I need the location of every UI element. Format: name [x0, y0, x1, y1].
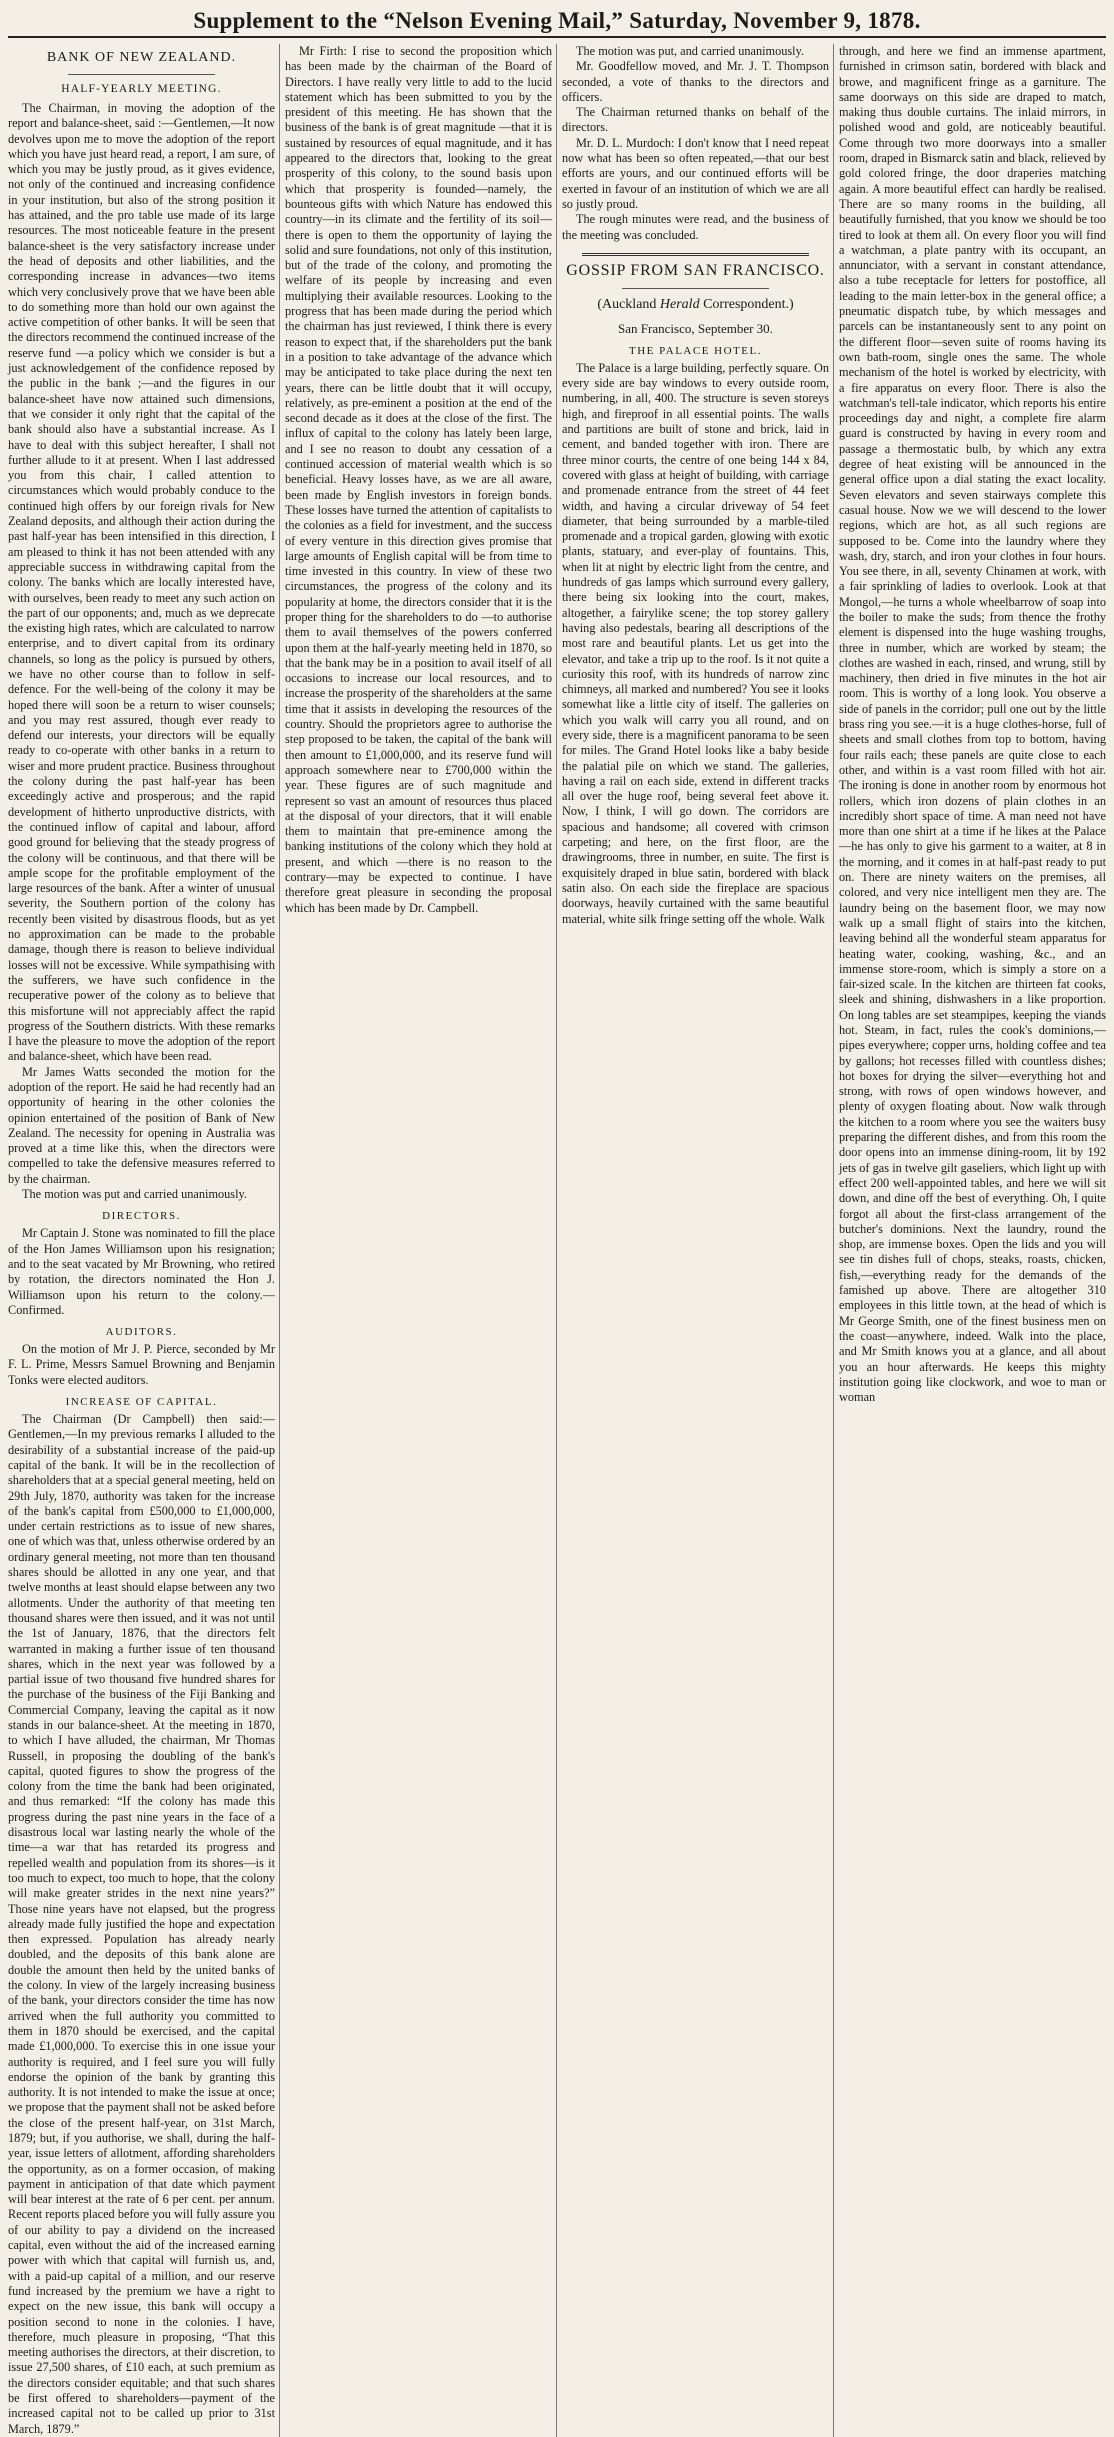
title-rule	[68, 74, 215, 75]
watts-seconding: Mr James Watts seconded the motion for the adoption of the report. He said he had recently had an opportunity of hearing in the other colonies the opinion entertained of the position of Bank of New Zealand. The necessity for opening in Australia was proved at a time like this, when the directors were compelled to take the defensive measures referred to by the chairman.	[8, 1064, 275, 1186]
gossip-title-rule	[622, 288, 769, 289]
masthead: Supplement to the “Nelson Evening Mail,” Saturday, November 9, 1878.	[8, 6, 1106, 38]
directors-heading: DIRECTORS.	[102, 1210, 181, 1223]
chairman-speech: The Chairman, in moving the adoption of the report and balance-sheet, said :—Gentlemen,—It now devolves upon me to move the adoption of the report which you have just heard read, a report, I am sure, of which you may be justly proud, as it gives evidence, not only of the continued and increasing confidence in your institution, but also of the strong position it has attained, and the pro table use made of its large resources. The most noticeable feature in the present balance-sheet is the very satisfactory increase under the head of deposits and other liabilities, and the corresponding increase in advances—two items which very conclusively prove that we have been able to do something more than hold our own against the active competition of other banks. It will be seen that the directors recommend the continued increase of the reserve fund —a policy which we consider is but a just acknowledgement of the confidence reposed by the public in the bank ;—and the figures in our balance-sheet have now attained such dimensions, that we consider it only right that the capital of the bank should also have a substantial increase. As I have to deal with this subject hereafter, I shall not further allude to it at present. When I last addressed you from this chair, I called attention to circumstances which would probably conduce to the continued high offers by our foreign rivals for New Zealand deposits, and although their action during the past half-year has been intensified in this direction, I am pleased to think it has not been attended with any appreciable success in withdrawing capital from the colony. The banks which are locally interested have, with ourselves, been ready to meet any such action on the part of our opponents; and, much as we deprecate the existing high rates, which are calculated to narrow enterprise, and to divert capital from its ordinary channels, so long as the policy is pursued by others, we have no other course than to follow in self-defence. For the well-being of the colony it may be hoped there will soon be a return to wiser counsels; and you may rest assured, though ever ready to defend our interests, your directors will be equally ready to co-operate with other banks in a return to wiser and more prudent practice. Business throughout the colony during the past half-year has been exceedingly active and prosperous; and the rapid development of hitherto unproductive districts, with the continued inflow of capital and labour, afford good ground for believing that the steady progress of the colony will be continuous, and that there will be ample scope for the profitable employment of the large resources of the bank. After a winter of unusual severity, the Southern portion of the colony has recently been visited by disastrous floods, but as yet no approximation can be made to the probable damage, though there is reason to believe individual losses will not be excessive. While sympathising with the sufferers, we have such confidence in the recuperative power of the colony as to believe that this misfortune will not appreciably affect the rapid progress of the Southern districts. With these remarks I have the pleasure to move the adoption of the report and balance-sheet, which have been read.	[8, 101, 275, 1064]
credit-paper-name: Herald	[659, 296, 700, 312]
column-1	[8, 44, 275, 2437]
bank-article-title: BANK OF NEW ZEALAND.	[46, 50, 237, 65]
auditors-heading: AUDITORS.	[105, 1326, 178, 1339]
bank-article-subtitle: HALF-YEARLY MEETING.	[61, 83, 222, 95]
capital-paragraph-start: The Chairman (Dr Campbell) then said:—Gentlemen,—In my previous remarks I alluded to the desirability of a substantial increase of the paid-up capital of the bank. It will be in the recollection of shareholders that at a special general meeting, held on 29th July, 1870, authority was taken for the increase of the bank's capital from £500,000 to £1,000,000, under certain restrictions as to issue of new shares, one of which was that, unless otherwise ordered by an ordinary general meeting, not more than ten thousand shares should be allotted in any one year, and that twelve months at least should elapse between any two allotments. Under the authority of that meeting ten thousand shares were then issued, and it was not until the 1st of January, 1876, that the directors felt warranted in making a further issue of ten thousand shares, which in the next year was followed by a partial issue of two thousand five hundred shares for the purchase of the business of the Fiji Banking and Commercial Company, leaving the capital as it now stands in our balance-sheet. At the meeting in 1870, to which I have alluded, the chairman, Mr Thomas Russell, in proposing the doubling of the bank's capital, quoted figures to show the progress of the colony from the time the bank had been originated, and thus remarked: “If the colony has made this progress during the past nine years in the face of a disastrous local war lasting nearly the whole of the time—a war that has retarded its progress and repelled wealth and population from its shores—is it too much to expect, too much to hope, that the colony will make greater strides in the next nine years?” Those nine years have not elapsed, but the progress already made fully justified the hope and expectation then expressed. Population has already nearly doubled, and the deposits of this bank alone are double the amount then held by the united banks of the colony. In view of the largely increasing business of the bank, your directors consider the time has now arrived when the full authority you committed to them in 1870 should be exercised, and the capital made £1,000,000. To exercise this in one issue your authority is required, and I feel sure you will fully endorse the opinion of the bank by granting this authority. It is not intended to make the issue at once; we propose that the payment shall not be asked before the close of the present half-year, on 31st March, 1879; but, if you authorise, we shall, during the half-year, issue letters of allotment, affording shareholders the opportunity, as on a former occasion, of making payment in anticipation of that date which payment will bear interest at the rate of 6 per cent. per annum. Recent reports placed before you will fully assure you of our ability to pay a dividend on the increased capital, even without the aid of the increased earning power with which that capital will furnish us, and, with a paid-up capital of a million, and our reserve fund increased by the premium we have a right to expect on the new issue, this bank will occupy a position second to none in the colonies. I have, therefore, much pleasure in proposing, “That this meeting authorises the directors, at their discretion, to issue 27,500 shares, of £10 each, at such premium as the directors consider equitable; and that such shares be first offered to shareholders—payment of the increased capital not to be called up prior to 31st March, 1879.”	[8, 1412, 275, 2436]
palace-hotel-heading: THE PALACE HOTEL.	[629, 344, 762, 357]
gossip-dateline: San Francisco, September 30.	[618, 320, 773, 336]
column-4	[839, 44, 1106, 2437]
credit-prefix: (Auckland	[597, 296, 660, 312]
column-3	[562, 44, 829, 2437]
minutes-read: The rough minutes were read, and the business of the meeting was concluded.	[562, 212, 829, 242]
credit-suffix: Correspondent.)	[699, 296, 794, 312]
vote-of-thanks: Mr. Goodfellow moved, and Mr. J. T. Thompson seconded, a vote of thanks to the directors and officers.	[562, 59, 829, 104]
chairman-thanks: The Chairman returned thanks on behalf of the directors.	[562, 105, 829, 135]
palace-hotel-body: The Palace is a large building, perfectly square. On every side are bay windows to every outside room, numbering, in all, 400. The structure is seven storeys high, and fireproof in all essential points. The walls and partitions are built of stone and brick, laid in cement, and banded together with iron. There are three minor courts, the centre of one being 144 x 84, covered with glass at height of building, with carriage and promenade entrance from the street of 44 feet width, and having a circular driveway of 54 feet diameter, that being surrounded by a marble-tiled promenade and a tropical garden, glowing with exotic plants, statuary, and ever-play of fountains. This, when lit at night by electric light from the centre, and hundreds of gas lamps which surround every gallery, there being six looking into the court, makes, altogether, a fairylike scene; the top storey gallery having also pedestals, bearing all descriptions of the most rare and beautiful plants. Let us get into the elevator, and take a trip up to the roof. Is it not quite a curiosity this roof, with its hundreds of narrow zinc chimneys, all marked and numbered? You see it looks somewhat like a little city of itself. The galleries on which you walk will carry you all round, and on every side, there is a magnificent panorama to be seen for miles. The Grand Hotel looks like a baby beside the palatial pile on which we stand. The galleries, having a rail on each side, extend in different tracks all over the huge roof, being several feet above it. Now, I think, I will go down. The corridors are spacious and handsome; all covered with crimson carpeting; and here, on the first floor, are the drawingrooms, three in number, en suite. The first is exquisitely draped in blue satin, bordered with black satin also. On each side the fireplace are spacious doorways, heavily curtained with the same beautiful material, white silk fringe setting off the whole. Walk	[562, 360, 829, 926]
capital-heading: INCREASE OF CAPITAL.	[65, 1396, 218, 1409]
gossip-credit	[562, 297, 829, 313]
murdoch-remarks: Mr. D. L. Murdoch: I don't know that I need repeat now what has been so often repeated,—that our best efforts are yours, and our continued efforts will be exerted in favour of an institution of which we are all so justly proud.	[562, 135, 829, 211]
article-separator	[582, 253, 809, 256]
motion-carried-2: The motion was put, and carried unanimously.	[576, 44, 805, 58]
gossip-title: GOSSIP FROM SAN FRANCISCO.	[566, 261, 825, 279]
article-columns	[8, 44, 1106, 2436]
firth-seconding: Mr Firth: I rise to second the proposition which has been made by the chairman of the Board of Directors. I have really very little to add to the lucid statement which has been submitted to you by the president of this meeting. He has shown that the business of the bank is of great magnitude —that it is sustained by resources of equal magnitude, and it has appeared to the directors that, looking to the great prosperity of this colony, to the sound basis upon which that prosperity is founded—namely, the bounteous gifts with which Nature has endowed this country—in its climate and the fertility of its soil—there is open to them the opportunity of laying the solid and sure foundations, not only of this institution, but of the trade of the colony, and promoting the welfare of its people by increasing and even multiplying their available resources. Looking to the progress that has been made during the period which the chairman has just reviewed, I think there is every reason to expect that, if the shareholders put the bank in a position to take advantage of the advance which may be anticipated to take place during the next ten years, there can be little doubt that it will occupy, relatively, as pre-eminent a position at the end of the second decade as it does at the close of the first. The influx of capital to the colony has lately been large, and I see no reason to doubt any cessation of a continued accession of material wealth which is so beneficial. Heavy losses have, as we are all aware, been made by English investors in foreign bonds. These losses have turned the attention of capitalists to the colonies as a field for investment, and the success of every venture in this direction gives promise that large amounts of English capital will be from time to time invested in this country. In view of these two circumstances, the progress of the colony and its popularity at home, the directors consider that it is the proper thing for the shareholders to do —to authorise them to avail themselves of the powers conferred upon them at the half-yearly meeting held in 1870, so that the bank may be in a position to avail itself of all occasions to increase our local resources, and to increase the prosperity of the shareholders at the same time that it assists in developing the resources of the country. Should the proprietors agree to authorise the step proposed to be taken, the capital of the bank will then amount to £1,000,000, and its reserve fund will approach somewhere near to £700,000 within the year. These figures are of such magnitude and represent so vast an amount of resources thus placed at the disposal of your directors, that it will enable them to maintain that pre-eminence among the banking institutions of the colony which they hold at present, and which —there is no reason to the contrary—may be expected to continue. I have therefore great pleasure in seconding the proposal which has been made by Dr. Campbell.	[285, 44, 552, 915]
palace-hotel-continued: through, and here we find an immense apartment, furnished in crimson satin, bordered with black and browe, and magnificent fringe as a garniture. The same doorways on this side are draped to match, making thus double curtains. The inlaid mirrors, in polished wood and gold, are noticeably beautiful. Come through two more doorways into a smaller room, draped in Bismarck satin and black, relieved by gold colored fringe, the door draperies matching again. A more beautiful effect can hardly be realised. There are so many rooms in the building, all beautifully furnished, that you know we should be too tired to look at them all. On every floor you will find a watchman, a plate pantry with its occupant, an annunciator, with a servant in constant attendance, also a tube receptacle for letters for postoffice, all leading to the main letter-box in the general office; a pneumatic dispatch tube, by which messages and parcels can be instantaneously sent to any point on the different floor—seven suite of rooms having its own bath-room, single ones the same. The whole mechanism of the hotel is worked by electricity, with a fire apparatus on every floor. There is also the watchman's tell-tale indicator, which reports his entire proceedings day and night, a complete fire alarm guard is constructed by having in every room and passage a thermostatic bulb, by which any extra degree of heat existing will be announced in the general office upon a dial stating the exact locality. Seven elevators and seven stairways complete this casual house. Now we we will descend to the lower regions, which are hot, as all such regions are supposed to be. Come into the laundry where they wash, dry, starch, and iron your clothes in four hours. You see there, in all, seventy Chinamen at work, with a fair sprinkling of ladies to overlook. Look at that Mongol,—he turns a whole wheelbarrow of soap into the boiler to make the suds; from thence the frothy element is dispensed into the huge washing troughs, three in number, which are worked by steam; the clothes are washed in each, rinsed, and wrung, still by machinery, then dried in five minutes in the hot air room. This is worthy of a long look. You observe a side of panels in the corridor; pull one out by the little brass ring you see.—it is a huge clothes-horse, full of sheets and small clothes from top to bottom, having four rails each; these panels are quite close to each other, and within is a vast room filled with hot air. The ironing is done in another room by enormous hot rollers, which iron dozens of plain clothes in an incredibly short space of time. A man need not have more than one shirt at a time if he likes at the Palace—he has only to give his garment to a waiter, at 8 in the morning, and it comes in at half-past ready to put on. There are ninety waiters on the premises, all colored, and very nice intelligent men they are. The laundry being on the basement floor, we may now walk up a small flight of stairs into the kitchen, leaving behind all the wonderful steam apparatus for heating water, cooking, washing, &c., and an immense store-room, which is simply a store on a fair-sized scale. In the kitchen are thirteen fat cooks, sleek and shining, dishwashers in a like proportion. On long tables are set steampipes, keeping the viands hot. Steam, in fact, rules the cook's dominions,—pipes everywhere; copper urns, holding coffee and tea by gallons; hot recesses filled with countless dishes; hot boxes for drying the silver—everything hot and strong, with rows of open windows however, and plenty of oxygen floating about. Now walk through the kitchen to a room where you see the waiters busy preparing the different dishes, and from this room the door opens into an immense dining-room, lit by 192 jets of gas in twelve gilt gaseliers, which light up with effect 200 well-appointed tables, and here we will sit down, and dine off the best of everything. Oh, I quite forgot all about the first-class arrangement of the butcher's dominions. Next the laundry, round the shop, are immense boxes. Open the lids and you will see tin dishes full of chops, steaks, roasts, chicken, fish,—everything ready for the demands of the famished up above. There are altogether 310 employees in this little town, at the head of which is Mr George Smith, one of the finest business men on the coast—anywhere, indeed. Walk into the place, and Mr Smith knows you at a glance, and all about you an hour afterwards. He keeps this mighty institution going like clockwork, and woe to man or woman	[839, 44, 1106, 1405]
motion-carried: The motion was put and carried unanimously.	[22, 1187, 247, 1202]
column-2	[285, 44, 552, 2437]
directors-paragraph: Mr Captain J. Stone was nominated to fill the place of the Hon James Williamson upon his resignation; and to the seat vacated by Mr Browning, who retired by rotation, the directors nominated the Hon J. Williamson upon his return to the colony.—Confirmed.	[8, 1226, 275, 1317]
auditors-paragraph: On the motion of Mr J. P. Pierce, seconded by Mr F. L. Prime, Messrs Samuel Browning and Benjamin Tonks were elected auditors.	[8, 1342, 275, 1387]
